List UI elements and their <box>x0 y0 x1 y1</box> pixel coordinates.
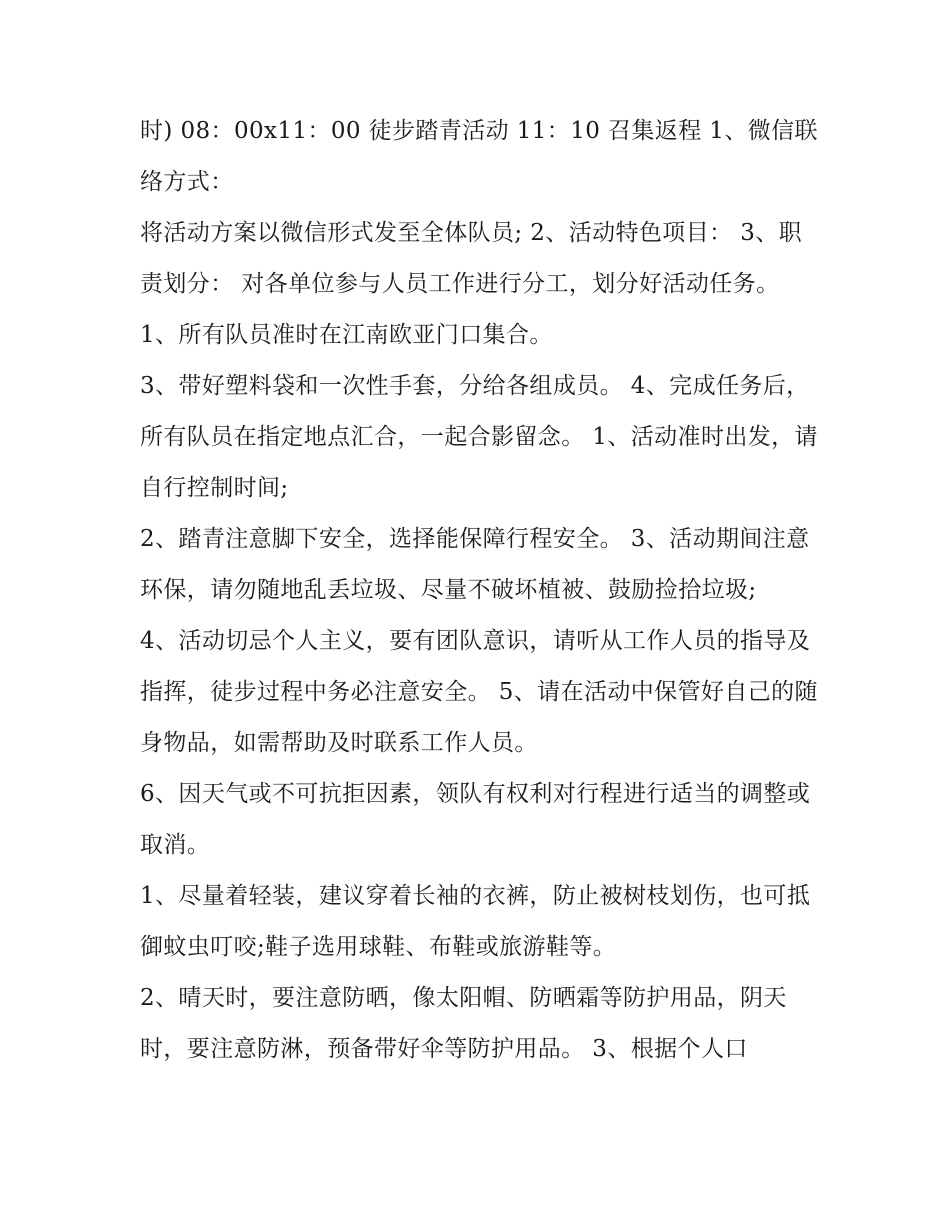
paragraph: 2、踏青注意脚下安全，选择能保障行程安全。 3、活动期间注意环保，请勿随地乱丢垃圾、尽量不破坏植被、鼓励捡拾垃圾; <box>140 526 810 603</box>
paragraph: 将活动方案以微信形式发至全体队员; 2、活动特色项目： 3、职责划分： 对各单位参与人员工作进行分工，划分好活动任务。 1、所有队员准时在江南欧亚门口集合。 <box>140 220 803 348</box>
paragraph: 6、因天气或不可抗拒因素，领队有权利对行程进行适当的调整或取消。 <box>140 781 811 858</box>
paragraph: 1、尽量着轻装，建议穿着长袖的衣裤，防止被树枝划伤，也可抵御蚊虫叮咬;鞋子选用球鞋、布鞋或旅游鞋等。 <box>140 883 811 960</box>
paragraph: 2、晴天时，要注意防晒，像太阳帽、防晒霜等防护用品，阴天时，要注意防淋，预备带好伞等防护用品。 3、根据个人口 <box>140 985 787 1062</box>
paragraph: 3、带好塑料袋和一次性手套，分给各组成员。 4、完成任务后，所有队员在指定地点汇合，一起合影留念。 1、活动准时出发，请自行控制时间; <box>140 373 818 501</box>
paragraph: 时) 08：00x11：00 徒步踏青活动 11：10 召集返程 1、微信联络方式： <box>140 118 818 195</box>
paragraph: 4、活动切忌个人主义，要有团队意识，请听从工作人员的指导及指挥，徒步过程中务必注意安全。 5、请在活动中保管好自己的随身物品，如需帮助及时联系工作人员。 <box>140 628 818 756</box>
document-body <box>140 106 820 1075</box>
